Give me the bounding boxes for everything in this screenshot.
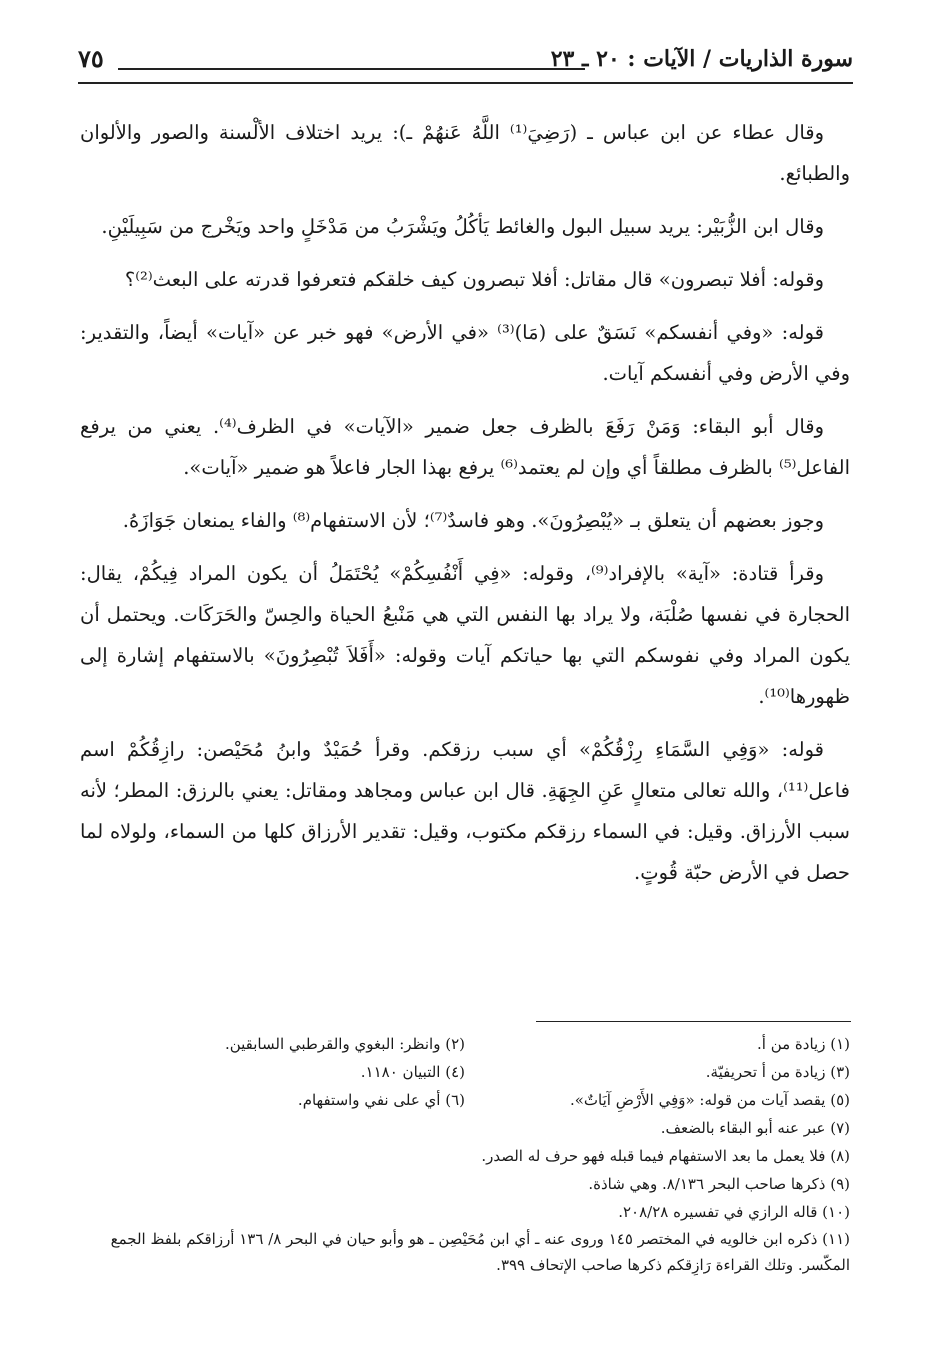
footnote-row bbox=[80, 1086, 850, 1114]
paragraph: وقرأ قتادة: «آية» بالإفراد⁽⁹⁾، وقوله: «فِي أَنْفُسِكُمْ» يُحْتَمَلُ أن يكون المراد فِيكُمْ، يقال: الحجارة في نفسها صُلْبَة، ولا يراد بها النفس التي هي مَنْبعُ الحياة والحِسّ والحَرَكَات. ويحتمل أن يكون المراد وفي نفوسكم التي بها حياتكم آيات وقوله: «أَفَلاَ تُبْصِرُونَ» بالاستفهام إشارة إلى ظهورها⁽¹⁰⁾. bbox=[80, 562, 850, 708]
footnote: (٨) فلا يعمل ما بعد الاستفهام فيما قبله فهو حرف له الصدر. bbox=[481, 1147, 850, 1165]
footnote: (٢) وانظر: البغوي والقرطبي السابقين. bbox=[224, 1035, 465, 1053]
footnote: (٧) عبر عنه أبو البقاء بالضعف. bbox=[660, 1119, 850, 1137]
footnote: (٣) زيادة من أ تحريفيّة. bbox=[705, 1063, 850, 1081]
footnote: (١٠) قاله الرازي في تفسيره ٢٠٨/٢٨. bbox=[618, 1203, 850, 1221]
footnote-row bbox=[80, 1030, 850, 1058]
main-text bbox=[80, 112, 850, 905]
paragraph: وقال ابن الزُّبَيْر: يريد سبيل البول والغائط يَأكُلُ ويَشْرَبُ من مَدْخَلٍ واحد ويَخْرج من سَبِيلَيْنِ. bbox=[101, 215, 824, 238]
header-title: سورة الذاريات / الآيات : ٢٠ ـ ٢٣ bbox=[550, 46, 853, 72]
footnote: (٦) أي على نفي واستفهام. bbox=[297, 1091, 465, 1109]
footnote: (٥) يقصد آيات من قوله: «وَفِي الأَرْضِ آيَاتٌ». bbox=[569, 1091, 850, 1109]
page-number: ٧٥ bbox=[78, 44, 104, 73]
footnote-row bbox=[80, 1058, 850, 1086]
paragraph: قوله: «وَفِي السَّمَاءِ رِزْقُكُمْ» أي سبب رزقكم. وقرأ حُمَيْدٌ وابنُ مُحَيْصن: رازِقُكُمْ اسم فاعل⁽¹¹⁾، والله تعالى متعالٍ عَنِ الجِهَةِ. قال ابن عباس ومجاهد ومقاتل: يعني بالرزق: المطر؛ لأنه سبب الأرزاق. وقيل: في السماء رزقكم مكتوب، وقيل: تقدير الأرزاق كلها من السماء، ولولاه لما حصل في الأرض حبّة قُوتٍ. bbox=[80, 738, 850, 884]
paragraph: وقوله: أفلا تبصرون» قال مقاتل: أفلا تبصرون كيف خلقكم فتعرفوا قدرته على البعث⁽²⁾؟ bbox=[124, 268, 824, 291]
footnote: (٩) ذكرها صاحب البحر ٨/١٣٦. وهي شاذة. bbox=[588, 1175, 850, 1193]
header-rule bbox=[78, 82, 853, 84]
footnotes bbox=[80, 1030, 850, 1278]
running-header bbox=[78, 40, 853, 80]
footnote: (١) زيادة من أ. bbox=[757, 1035, 850, 1053]
paragraph: وجوز بعضهم أن يتعلق بـ «يُبْصِرُونَ». وهو فاسدٌ⁽⁷⁾؛ لأن الاستفهام⁽⁸⁾ والفاء يمنعان جَوَازَهُ. bbox=[122, 509, 824, 532]
footnote: (٤) التبيان ١١٨٠. bbox=[360, 1063, 465, 1081]
paragraph: وقال عطاء عن ابن عباس ـ (رَضِيَ⁽¹⁾ اللَّهُ عَنهُمْ ـ): يريد اختلاف الألْسنة والصور والألوان والطبائع. bbox=[80, 121, 850, 185]
paragraph: وقال أبو البقاء: وَمَنْ رَفَعَ بالظرف جعل ضمير «الآيات» في الظرف⁽⁴⁾. يعني من يرفع الفاعل⁽⁵⁾ بالظرف مطلقاً أي وإن لم يعتمد⁽⁶⁾ يرفع بهذا الجار فاعلاً هو ضمير «آيات». bbox=[80, 415, 850, 479]
footnote: (١١) ذكره ابن خالويه في المختصر ١٤٥ وروى عنه ـ أي ابن مُحَيْصِن ـ هو وأبو حيان في البحر ٨/ ١٣٦ أرزاقكم بلفظ الجمع المكّسر. وتلك القراءة رَازِقكم ذكرها صاحب الإتحاف ٣٩٩. bbox=[110, 1230, 850, 1274]
paragraph: قوله: «وفي أنفسكم» نَسَقٌ على (مَا)⁽³⁾ «في الأرض» فهو خبر عن «آيات» أيضاً، والتقدير: وفي الأرض وفي أنفسكم آيات. bbox=[80, 321, 850, 385]
footnote-separator bbox=[536, 1021, 851, 1022]
header-leader-line bbox=[118, 68, 585, 70]
